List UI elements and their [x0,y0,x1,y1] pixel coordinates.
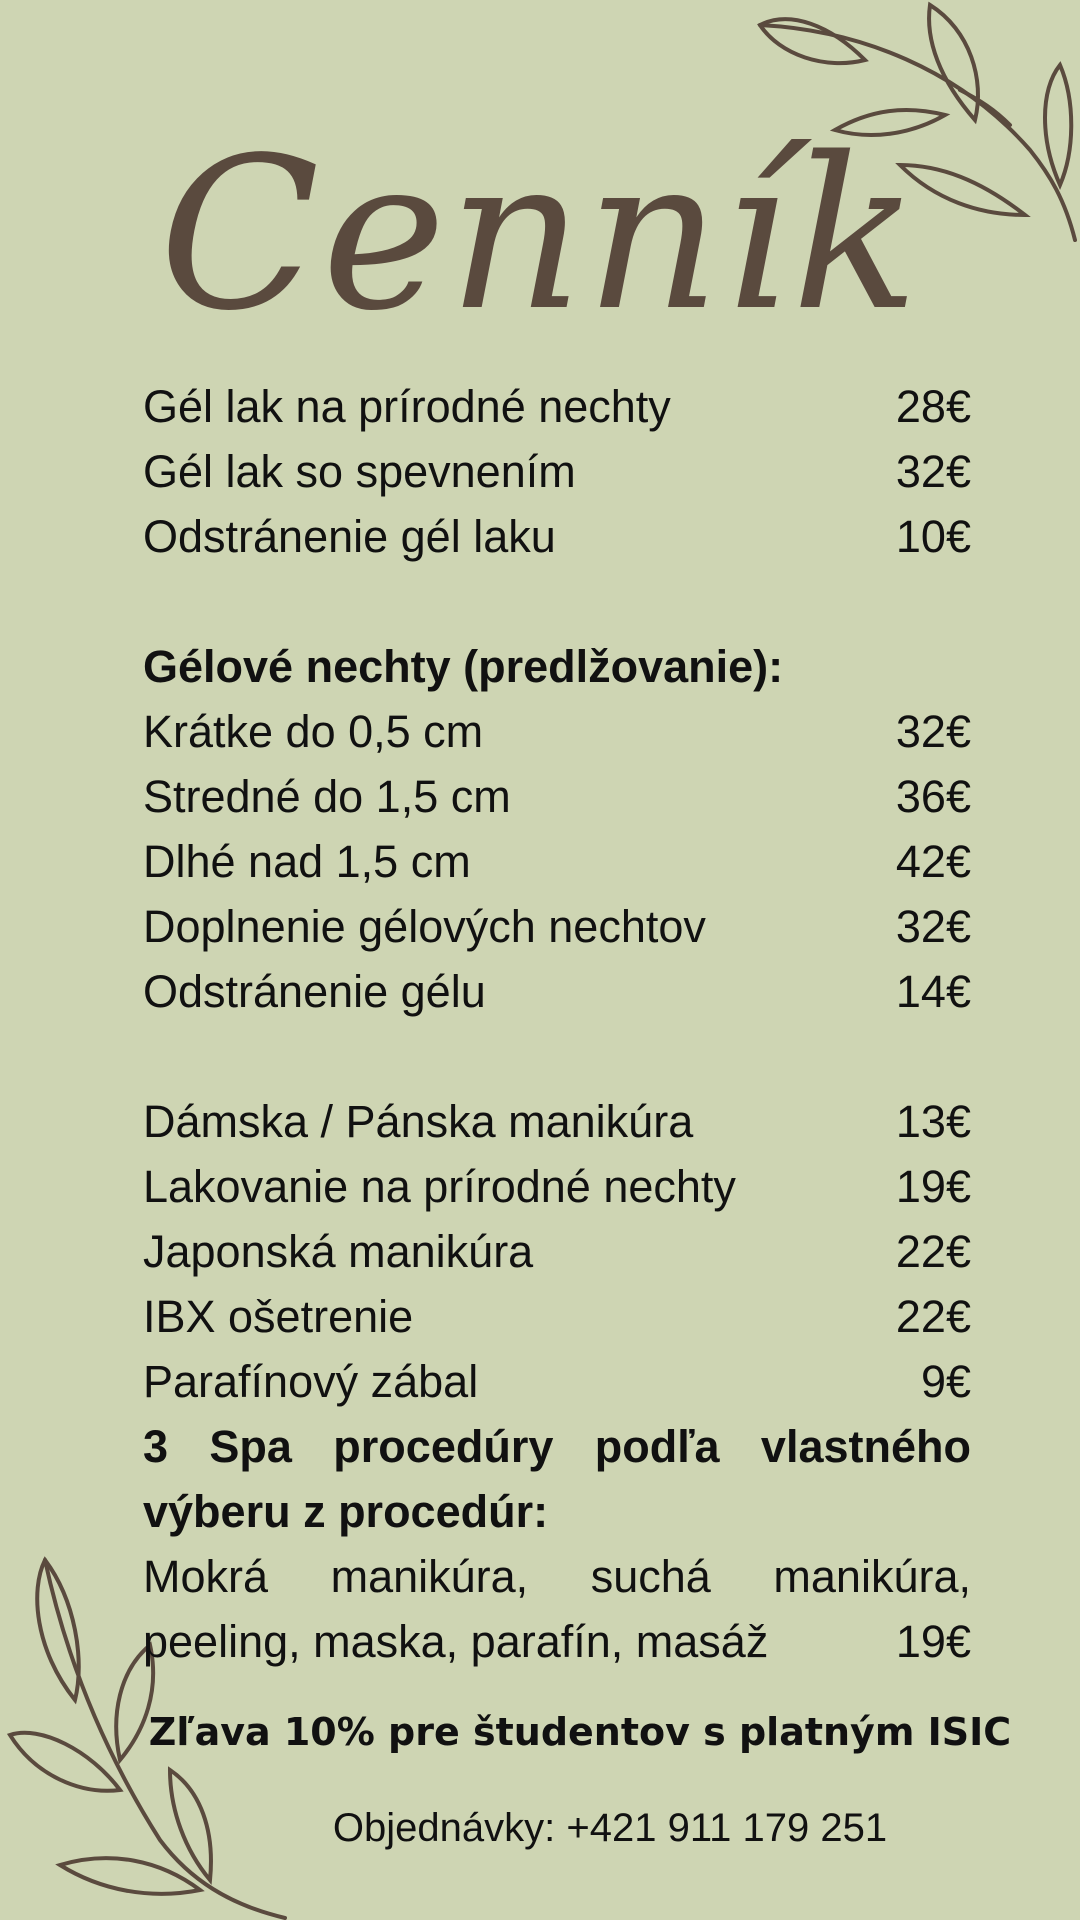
price-row [143,829,971,894]
service-label: IBX ošetrenie [143,1291,414,1342]
price-row [143,1284,971,1349]
spa-description-line-row [143,1609,971,1674]
service-label: Doplnenie gélových nechtov [143,901,706,952]
service-price: 10€ [895,511,971,562]
page-title: Cenník [159,112,921,357]
price-row [143,1154,971,1219]
service-label: Odstránenie gélu [143,966,486,1017]
price-list [143,374,971,1674]
price-row [143,764,971,829]
spa-heading: 3 Spa procedúry podľa vlastného výberu z procedúr: [143,1421,971,1537]
price-row [143,699,971,764]
service-price: 36€ [895,771,971,822]
service-price: 22€ [895,1226,971,1277]
price-row [143,504,971,569]
spa-price: 19€ [895,1616,971,1667]
service-label: Parafínový zábal [143,1356,479,1407]
service-price: 32€ [895,446,971,497]
section-heading-label: Gélové nechty (predlžovanie): [143,641,784,692]
service-price: 32€ [895,901,971,952]
service-price: 13€ [895,1096,971,1147]
service-label: Japonská manikúra [143,1226,534,1277]
spa-description-line: peeling, maska, parafín, masáž [143,1616,769,1667]
service-price: 19€ [895,1161,971,1212]
section-heading [143,634,971,699]
student-discount-note: Zľava 10% pre študentov s platným ISIC [148,1710,1012,1754]
contact-phone: Objednávky: +421 911 179 251 [332,1806,888,1850]
service-label: Stredné do 1,5 cm [143,771,511,822]
price-row [143,894,971,959]
price-row [143,1219,971,1284]
service-price: 14€ [895,966,971,1017]
price-row [143,1089,971,1154]
service-label: Gél lak na prírodné nechty [143,381,671,432]
price-row [143,374,971,439]
price-row [143,1349,971,1414]
price-row [143,439,971,504]
service-label: Gél lak so spevnením [143,446,576,497]
service-price: 22€ [895,1291,971,1342]
spa-description [143,1544,971,1674]
service-price: 32€ [895,706,971,757]
service-price: 42€ [895,836,971,887]
price-row [143,959,971,1024]
service-price: 9€ [920,1356,971,1407]
service-label: Odstránenie gél laku [143,511,556,562]
service-label: Krátke do 0,5 cm [143,706,484,757]
service-label: Lakovanie na prírodné nechty [143,1161,736,1212]
spa-description-line: Mokrá manikúra, suchá manikúra, [143,1551,971,1602]
service-label: Dámska / Pánska manikúra [143,1096,694,1147]
service-price: 28€ [895,381,971,432]
service-label: Dlhé nad 1,5 cm [143,836,471,887]
